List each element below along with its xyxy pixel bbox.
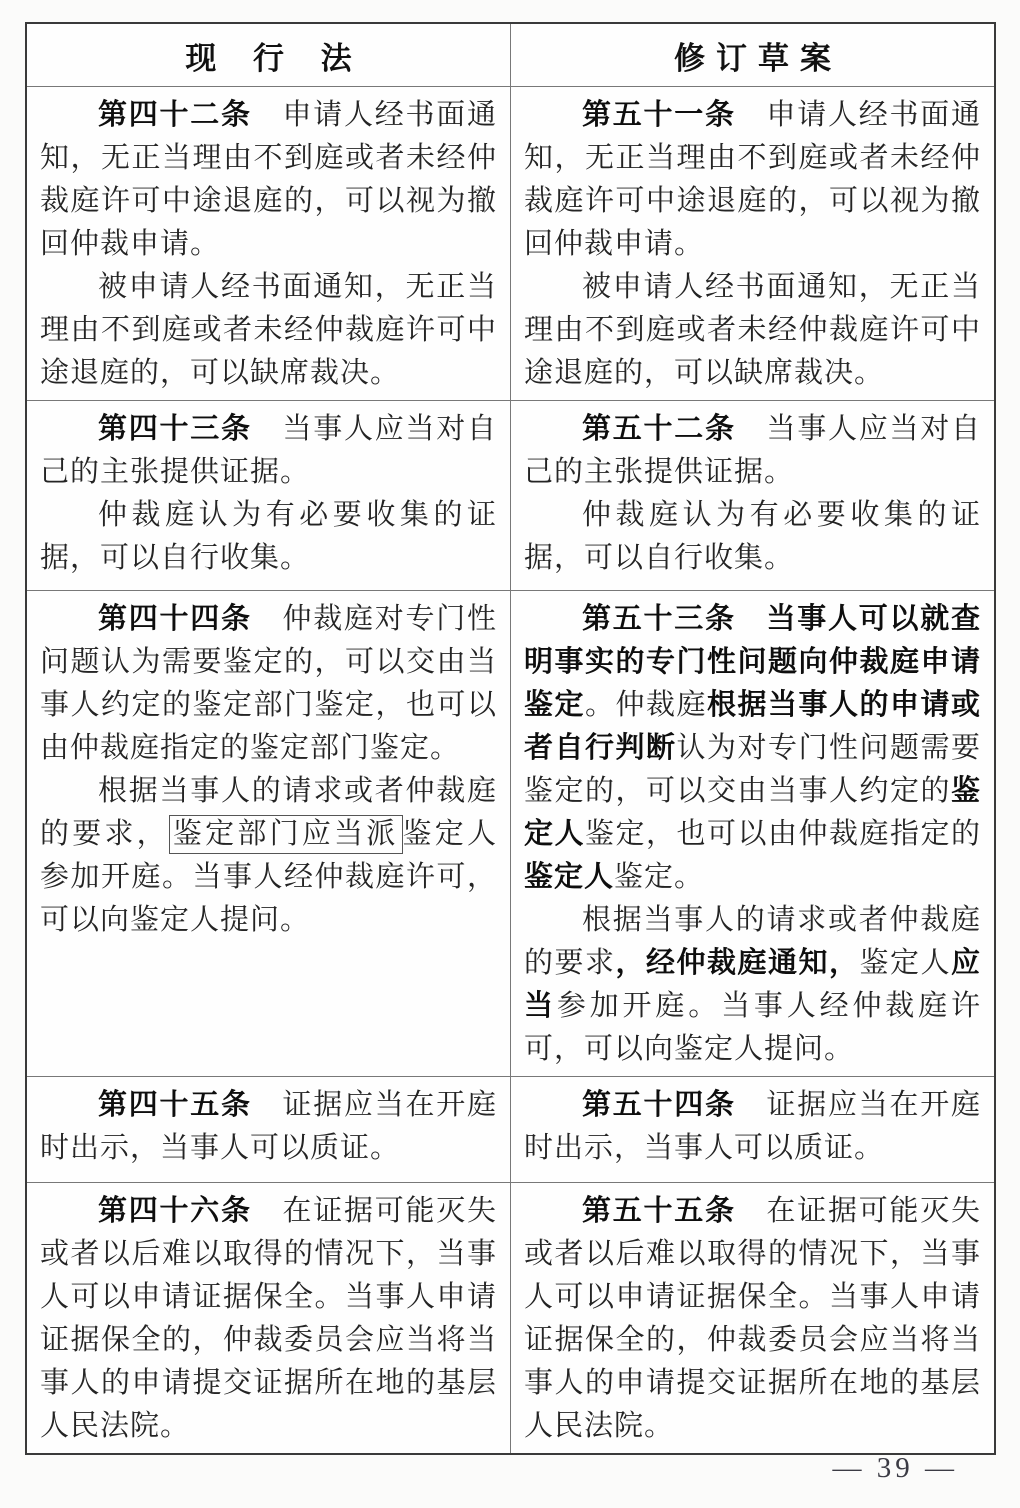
- text-run: 在证据可能灭失或者以后难以取得的情况下，当事人可以申请证据保全。当事人申请证据保全的，仲裁委员会应当将当事人的申请提交证据所在地的基层人民法院。: [524, 1195, 981, 1442]
- text-run: 申请人经书面通知，无正当理由不到庭或者未经仲裁庭许可中途退庭的，可以视为撤回仲裁申请。: [40, 99, 497, 260]
- table-row: [26, 1077, 995, 1183]
- cell-current-law: [26, 1077, 511, 1183]
- boxed-deleted-text: 鉴定部门应当派: [169, 815, 403, 854]
- text-run: 根据当事人的请求或者仲裁庭的要求: [524, 904, 981, 979]
- cell-current-law: [26, 1183, 511, 1455]
- text-run: 证据应当在开庭时出示，当事人可以质证。: [524, 1089, 981, 1164]
- header-current-law: 现 行 法: [26, 23, 511, 87]
- text-run: 根据当事人的请求或者仲裁庭的要求，: [40, 775, 497, 850]
- text-run: 在证据可能灭失或者以后难以取得的情况下，当事人可以申请证据保全。当事人申请证据保全的，仲裁委员会应当将当事人的申请提交证据所在地的基层人民法院。: [40, 1195, 497, 1442]
- revised-bold-text: 应当: [524, 947, 981, 1022]
- text-run: 鉴定，也可以由仲裁庭指定的: [585, 818, 981, 850]
- text-run: 鉴定人: [859, 947, 951, 979]
- text-run: 仲裁庭对专门性问题认为需要鉴定的，可以交由当事人约定的鉴定部门鉴定，也可以由仲裁庭指定的鉴定部门鉴定。: [40, 603, 497, 764]
- table-row: [26, 401, 995, 591]
- text-run: 仲裁庭认为有必要收集的证据，可以自行收集。: [524, 499, 981, 574]
- article-number: 第五十二条: [582, 413, 736, 445]
- cell-revised-draft: [511, 591, 996, 1077]
- paragraph: [524, 1084, 981, 1170]
- paragraph: [40, 598, 497, 770]
- paragraph: [40, 1084, 497, 1170]
- article-number: 第四十四条: [98, 603, 252, 635]
- paragraph: [524, 408, 981, 494]
- revised-bold-text: 鉴定人: [524, 775, 981, 850]
- cell-revised-draft: [511, 87, 996, 401]
- article-number: 第四十五条: [98, 1089, 252, 1121]
- paragraph: [524, 899, 981, 1071]
- cell-revised-draft: [511, 1077, 996, 1183]
- article-number: 第五十一条: [582, 99, 736, 131]
- text-run: 被申请人经书面通知，无正当理由不到庭或者未经仲裁庭许可中途退庭的，可以缺席裁决。: [524, 271, 981, 389]
- article-number: 第四十三条: [98, 413, 252, 445]
- comparison-table-body: [26, 87, 995, 1455]
- paragraph: [524, 1190, 981, 1448]
- paragraph: [40, 94, 497, 266]
- paragraph: [524, 494, 981, 580]
- paragraph: [40, 770, 497, 942]
- header-revised-draft: 修订草案: [511, 23, 996, 87]
- law-comparison-table: [25, 22, 996, 1455]
- revised-bold-text: 当事人可以就查明事实的专门性问题向仲裁庭申请鉴定: [524, 603, 981, 721]
- article-number: 第四十二条: [98, 99, 252, 131]
- paragraph: [40, 266, 497, 395]
- text-run: 当事人应当对自己的主张提供证据。: [40, 413, 497, 488]
- article-number: 第五十四条: [582, 1089, 736, 1121]
- article-number: 第五十五条: [582, 1195, 736, 1227]
- cell-current-law: [26, 87, 511, 401]
- text-run: [736, 603, 767, 635]
- cell-current-law: [26, 591, 511, 1077]
- cell-current-law: [26, 401, 511, 591]
- table-header: [26, 23, 995, 87]
- text-run: 仲裁庭认为有必要收集的证据，可以自行收集。: [40, 499, 497, 574]
- table-row: [26, 1183, 995, 1455]
- text-run: 认为对专门性问题需要鉴定的，可以交由当事人约定的: [524, 732, 981, 807]
- text-run: 鉴定人参加开庭。当事人经仲裁庭许可，可以向鉴定人提问。: [40, 818, 497, 936]
- text-run: 当事人应当对自己的主张提供证据。: [524, 413, 981, 488]
- table-row: [26, 591, 995, 1077]
- revised-bold-text: 鉴定人: [524, 861, 615, 893]
- paragraph: [40, 408, 497, 494]
- paragraph: [524, 598, 981, 899]
- paragraph: [40, 1190, 497, 1448]
- paragraph: [40, 494, 497, 580]
- paragraph: [524, 266, 981, 395]
- text-run: 。仲裁庭: [585, 689, 707, 721]
- paragraph: [524, 94, 981, 266]
- page-number: — 39 —: [832, 1452, 958, 1484]
- text-run: 鉴定。: [614, 861, 705, 893]
- header-row: [26, 23, 995, 87]
- text-run: 证据应当在开庭时出示，当事人可以质证。: [40, 1089, 497, 1164]
- revised-bold-text: ，经仲裁庭通知，: [615, 947, 860, 979]
- text-run: 申请人经书面通知，无正当理由不到庭或者未经仲裁庭许可中途退庭的，可以视为撤回仲裁申请。: [524, 99, 981, 260]
- text-run: 被申请人经书面通知，无正当理由不到庭或者未经仲裁庭许可中途退庭的，可以缺席裁决。: [40, 271, 497, 389]
- article-number: 第五十三条: [582, 603, 736, 635]
- table-row: [26, 87, 995, 401]
- revised-bold-text: 根据当事人的申请或者自行判断: [524, 689, 981, 764]
- cell-revised-draft: [511, 401, 996, 591]
- text-run: 参加开庭。当事人经仲裁庭许可，可以向鉴定人提问。: [524, 990, 981, 1065]
- cell-revised-draft: [511, 1183, 996, 1455]
- article-number: 第四十六条: [98, 1195, 252, 1227]
